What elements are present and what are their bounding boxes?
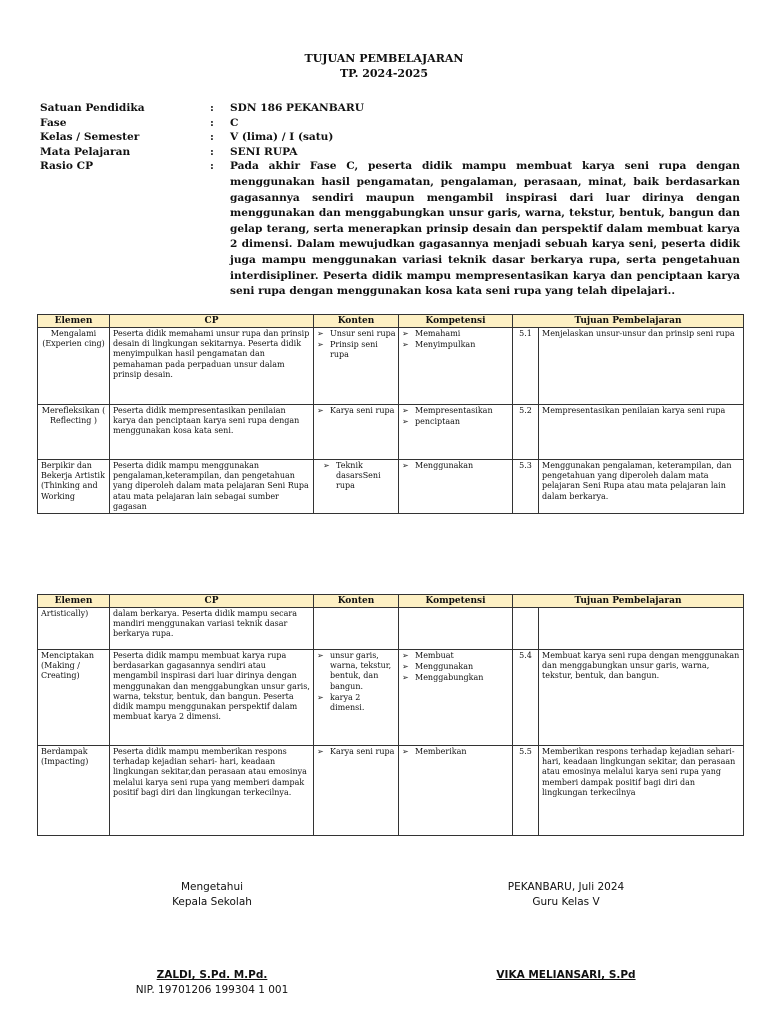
konten-item: ➢ Karya seni rupa [316,747,396,757]
kompetensi-item: ➢ Memahami [401,329,510,339]
signature-name: ZALDI, S.Pd. M.Pd. [156,969,268,981]
info-colon: : [210,102,214,114]
cell-elemen: Berdampak (Impacting) [38,746,110,836]
signature-name: VIKA MELIANSARI, S.Pd [496,969,636,981]
info-value: C [230,116,239,129]
learning-objectives-table-2 [37,594,744,836]
cell-cp: dalam berkarya. Peserta didik mampu secara mandiri menggunakan variasi teknik dasar berkarya rupa. [110,608,314,650]
cell-elemen: Artistically) [38,608,110,650]
info-label: Fase [40,116,67,129]
academic-year: TP. 2024-2025 [339,67,429,80]
info-block [40,101,740,300]
kompetensi-item: ➢ Menggabungkan [401,673,510,683]
cell-tujuan: Menggunakan pengalaman, keterampilan, dan pengetahuan yang diperoleh dalam mata pelajaran Seni Rupa atau mata pelajaran lain dalam berkarya. [539,460,744,514]
cell-elemen: Menciptakan (Making / Creating) [38,650,110,746]
header-cp: CP [110,315,314,328]
konten-item: ➢ Karya seni rupa [316,406,396,416]
cell-elemen: Mengalami (Experien cing) [38,328,110,405]
cell-tujuan: Menjelaskan unsur-unsur dan prinsip seni rupa [539,328,744,405]
cell-konten [314,608,399,650]
info-colon: : [210,145,214,158]
header-cp: CP [110,595,314,608]
learning-objectives-table-1 [37,314,744,514]
signature-role: Guru Kelas V [532,896,600,908]
header-tujuan: Tujuan Pembelajaran [513,595,744,608]
cell-kompetensi [399,746,513,836]
konten-item: ➢ Prinsip seni rupa [316,340,396,360]
cell-number: 5.2 [513,405,539,460]
signature-principal [62,880,362,998]
info-label: Rasio CP [40,160,94,173]
info-value: SDN 186 PEKANBARU [230,102,364,114]
cell-number: 5.3 [513,460,539,514]
info-colon: : [210,116,214,129]
cell-konten [314,650,399,746]
cell-konten [314,405,399,460]
table-row [38,328,744,405]
kompetensi-item: ➢ Membuat [401,651,510,661]
table-row [38,460,744,514]
table-row [38,608,744,650]
konten-item: ➢ Teknik dasarsSeni rupa [322,461,396,492]
signature-place-date: PEKANBARU, Juli 2024 [507,881,625,893]
table-row [38,405,744,460]
cell-elemen: Merefleksikan ( Reflecting ) [38,405,110,460]
header-kompetensi: Kompetensi [399,595,513,608]
kompetensi-item: ➢ penciptaan [401,417,510,427]
cell-kompetensi [399,608,513,650]
cell-konten [314,746,399,836]
cell-kompetensi [399,405,513,460]
cell-cp: Peserta didik mempresentasikan penilaian karya dan penciptaan karya seni rupa dengan menggunakan kosa kata seni. [110,405,314,460]
signature-teacher [416,880,716,983]
signature-role: Kepala Sekolah [172,896,252,908]
cell-number: 5.4 [513,650,539,746]
cell-number: 5.1 [513,328,539,405]
cell-tujuan: Mempresentasikan penilaian karya seni rupa [539,405,744,460]
cell-kompetensi [399,650,513,746]
info-value: V (lima) / I (satu) [230,131,334,144]
kompetensi-item: ➢ Mempresentasikan [401,406,510,416]
konten-item: ➢ karya 2 dimensi. [316,693,396,713]
kompetensi-item: ➢ Menggunakan [401,662,510,672]
signature-nip: NIP. 19701206 199304 1 001 [135,984,289,996]
cell-cp: Peserta didik memahami unsur rupa dan prinsip desain di lingkungan sekitarnya. Peserta didik menyimpulkan hasil pengamatan dan pemahaman pada perpaduan unsur dalam prinsip desain. [110,328,314,405]
table-header-row [38,315,744,328]
kompetensi-item: ➢ Memberikan [401,747,510,757]
info-row-satuan [40,101,740,116]
cell-tujuan: Memberikan respons terhadap kejadian sehari- hari, keadaan lingkungan sekitar, dan perasaan atau emosinya melalui karya seni rupa yang memberi dampak positif bagi diri dan lingkungan terkecilnya [539,746,744,836]
info-row-mapel [40,145,740,160]
cell-kompetensi [399,328,513,405]
rasio-cp-text: Pada akhir Fase C, peserta didik mampu membuat karya seni rupa dengan menggunakan hasil pengamatan, pengalaman, perasaan, minat, baik berdasarkan gagasannya sendiri maupun mengambil inspirasi dari luar dirinya dengan menggunakan dan menggabungkan unsur garis, warna, tekstur, bentuk, bangun dan gelap terang, serta menerapkan prinsip desain dan perspektif dalam membuat karya 2 dimensi. Dalam mewujudkan gagasannya menjadi sebuah karya seni, peserta didik juga mampu menggunakan variasi teknik dasar berkarya rupa, serta pengetahuan interdisipliner. Peserta didik mampu mempresentasikan karya dan penciptaan karya seni rupa dengan menggunakan kosa kata seni rupa yang telah dipelajari.. [230,160,740,298]
header-kompetensi: Kompetensi [399,315,513,328]
signature-space [416,910,716,968]
cell-konten [314,460,399,514]
cell-elemen: Berpikir dan Bekerja Artistik (Thinking and Working [38,460,110,514]
konten-item: ➢ Unsur seni rupa [316,329,396,339]
cell-cp: Peserta didik mampu membuat karya rupa berdasarkan gagasannya sendiri atau mengambil inspirasi dari luar dirinya dengan menggunakan dan menggabungkan unsur garis, warna, tekstur, bentuk, dan bangun. Peserta didik mampu menggunakan perspektif dalam membuat karya 2 dimensi. [110,650,314,746]
info-colon: : [210,131,214,144]
document-title: TUJUAN PEMBELAJARAN [304,52,464,65]
cell-konten [314,328,399,405]
signature-label: Mengetahui [180,881,244,893]
cell-number: 5.5 [513,746,539,836]
info-colon: : [210,160,214,173]
header-konten: Konten [314,315,399,328]
signature-space [62,910,362,968]
cell-tujuan [539,608,744,650]
info-row-rasio [40,159,740,299]
table-row [38,746,744,836]
table-row [38,650,744,746]
header-elemen: Elemen [38,315,110,328]
konten-item: ➢ unsur garis, warna, tekstur, bentuk, dan bangun. [316,651,396,692]
table-header-row [38,595,744,608]
cell-cp: Peserta didik mampu memberikan respons terhadap kejadian sehari- hari, keadaan lingkungan sekitar,dan perasaan atau emosinya melalui karya seni rupa yang memberi dampak positif bagi diri dan lingkungan terkecilnya. [110,746,314,836]
kompetensi-item: ➢ Menyimpulkan [401,340,510,350]
kompetensi-item: ➢ Menggunakan [401,461,510,471]
info-row-fase [40,116,740,131]
cell-tujuan: Membuat karya seni rupa dengan menggunakan dan menggabungkan unsur garis, warna, tekstur, bentuk, dan bangun. [539,650,744,746]
info-label: Kelas / Semester [40,131,140,144]
cell-kompetensi [399,460,513,514]
info-label: Satuan Pendidika [40,102,145,114]
info-value: SENI RUPA [230,145,298,158]
info-row-kelas [40,130,740,145]
cell-number [513,608,539,650]
header-tujuan: Tujuan Pembelajaran [513,315,744,328]
cell-cp: Peserta didik mampu menggunakan pengalaman,keterampilan, dan pengetahuan yang diperoleh dalam mata pelajaran Seni Rupa atau mata pelajaran lain sebagai sumber gagasan [110,460,314,514]
info-label: Mata Pelajaran [40,145,131,158]
header-konten: Konten [314,595,399,608]
header-elemen: Elemen [38,595,110,608]
